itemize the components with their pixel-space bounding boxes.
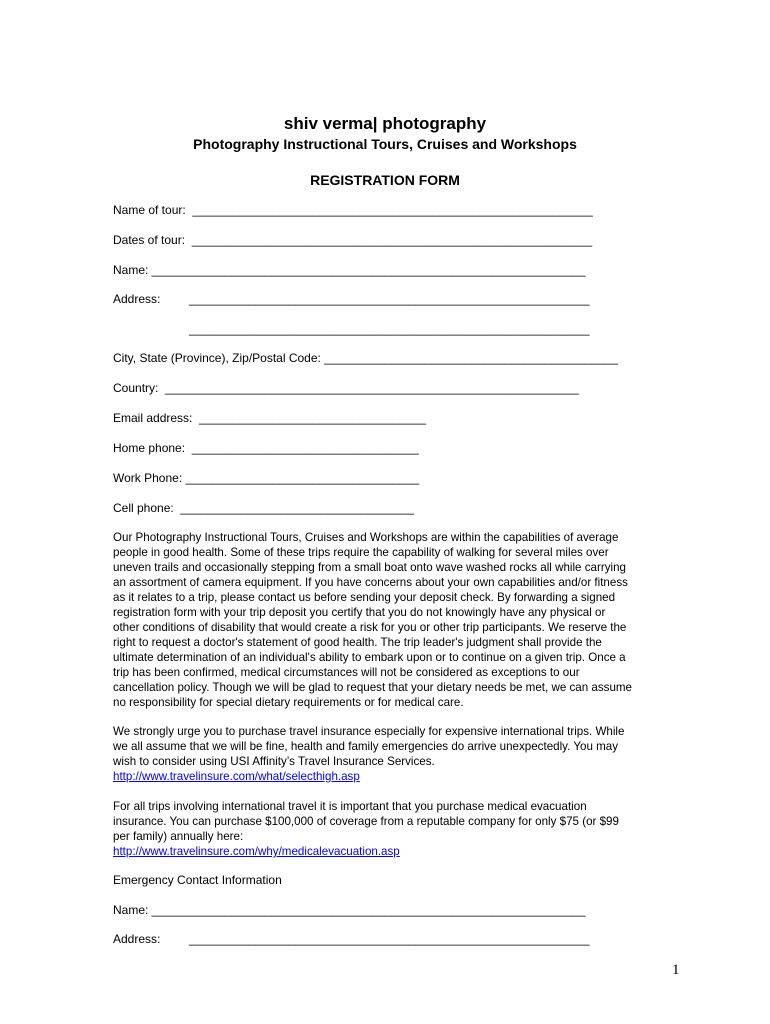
paragraph-line: We strongly urge you to purchase travel insurance especially for expensive international trips. While — [113, 725, 625, 738]
field-city-state-zip[interactable]: City, State (Province), Zip/Postal Code: ____________________________________________ — [113, 351, 618, 365]
evacuation-link[interactable]: http://www.travelinsure.com/why/medicalevacuation.asp — [113, 845, 400, 858]
page-number: 1 — [672, 962, 680, 978]
field-address-line-1[interactable]: ____________________________________________________________ — [189, 292, 590, 306]
field-home-phone[interactable]: Home phone: __________________________________ — [113, 441, 419, 455]
paragraph-line: For all trips involving international travel it is important that you purchase medical evacuation — [113, 800, 587, 813]
evacuation-paragraph — [113, 799, 678, 859]
paragraph-line: per family) annually here: — [113, 830, 244, 843]
paragraph-line: Our Photography Instructional Tours, Cruises and Workshops are within the capabilities of average — [113, 531, 619, 544]
form-title: REGISTRATION FORM — [310, 172, 460, 188]
paragraph-line: an assortment of camera equipment. If you have concerns about your own capabilities and/or fitness — [113, 576, 628, 589]
page-subtitle: Photography Instructional Tours, Cruises and Workshops — [193, 136, 577, 152]
paragraph-line: as it relates to a trip, please contact us before sending your deposit check. By forwarding a signed — [113, 591, 616, 604]
paragraph-line: right to request a doctor's statement of good health. The trip leader's judgment shall provide the — [113, 636, 602, 649]
page-title: shiv verma| photography — [283, 114, 487, 133]
field-tour-name[interactable]: Name of tour: ____________________________________________________________ — [113, 203, 593, 217]
paragraph-line: wish to consider using USI Affinity’s Travel Insurance Services. — [113, 755, 435, 768]
field-name[interactable]: Name: _________________________________________________________________ — [113, 263, 586, 277]
paragraph-line: ultimate determination of an individual's ability to embark upon or to continue on a given trip. Once a — [113, 651, 626, 664]
field-address-label: Address: — [113, 292, 161, 306]
emergency-heading: Emergency Contact Information — [113, 873, 282, 887]
paragraph-line: no responsibility for special dietary requirements or for medical care. — [113, 696, 464, 709]
paragraph-line: cancellation policy. Though we will be glad to request that your dietary needs be met, we can assume — [113, 681, 633, 694]
emergency-field-address[interactable]: ____________________________________________________________ — [189, 932, 590, 946]
emergency-address-label: Address: — [113, 932, 161, 946]
paragraph-line: registration form with your trip deposit you certify that you do not knowingly have any physical or — [113, 606, 606, 619]
paragraph-line: insurance. You can purchase $100,000 of coverage from a reputable company for only $75 (or $99 — [113, 815, 619, 828]
insurance-link[interactable]: http://www.travelinsure.com/what/selecthigh.asp — [113, 770, 360, 783]
field-email[interactable]: Email address: __________________________________ — [113, 411, 426, 425]
field-cell-phone[interactable]: Cell phone: ___________________________________ — [113, 501, 414, 515]
insurance-paragraph — [113, 724, 678, 784]
field-country[interactable]: Country: ______________________________________________________________ — [113, 381, 579, 395]
paragraph-line: other conditions of disability that would create a risk for you or other trip participants. We reserve the — [113, 621, 627, 634]
emergency-field-name[interactable]: Name: _________________________________________________________________ — [113, 903, 586, 917]
health-paragraph — [113, 530, 678, 710]
field-tour-dates[interactable]: Dates of tour: ____________________________________________________________ — [113, 233, 593, 247]
field-work-phone[interactable]: Work Phone: ___________________________________ — [113, 471, 420, 485]
field-address-line-2[interactable]: ____________________________________________________________ — [189, 322, 590, 336]
paragraph-line: we all assume that we will be fine, health and family emergencies do arrive unexpectedly. You may — [113, 740, 619, 753]
paragraph-line: trip has been confirmed, medical circumstances will not be considered as exceptions to our — [113, 666, 580, 679]
paragraph-line: uneven trails and occasionally stepping from a small boat onto wave washed rocks all while carrying — [113, 561, 626, 574]
paragraph-line: people in good health. Some of these trips require the capability of walking for several miles over — [113, 546, 609, 559]
